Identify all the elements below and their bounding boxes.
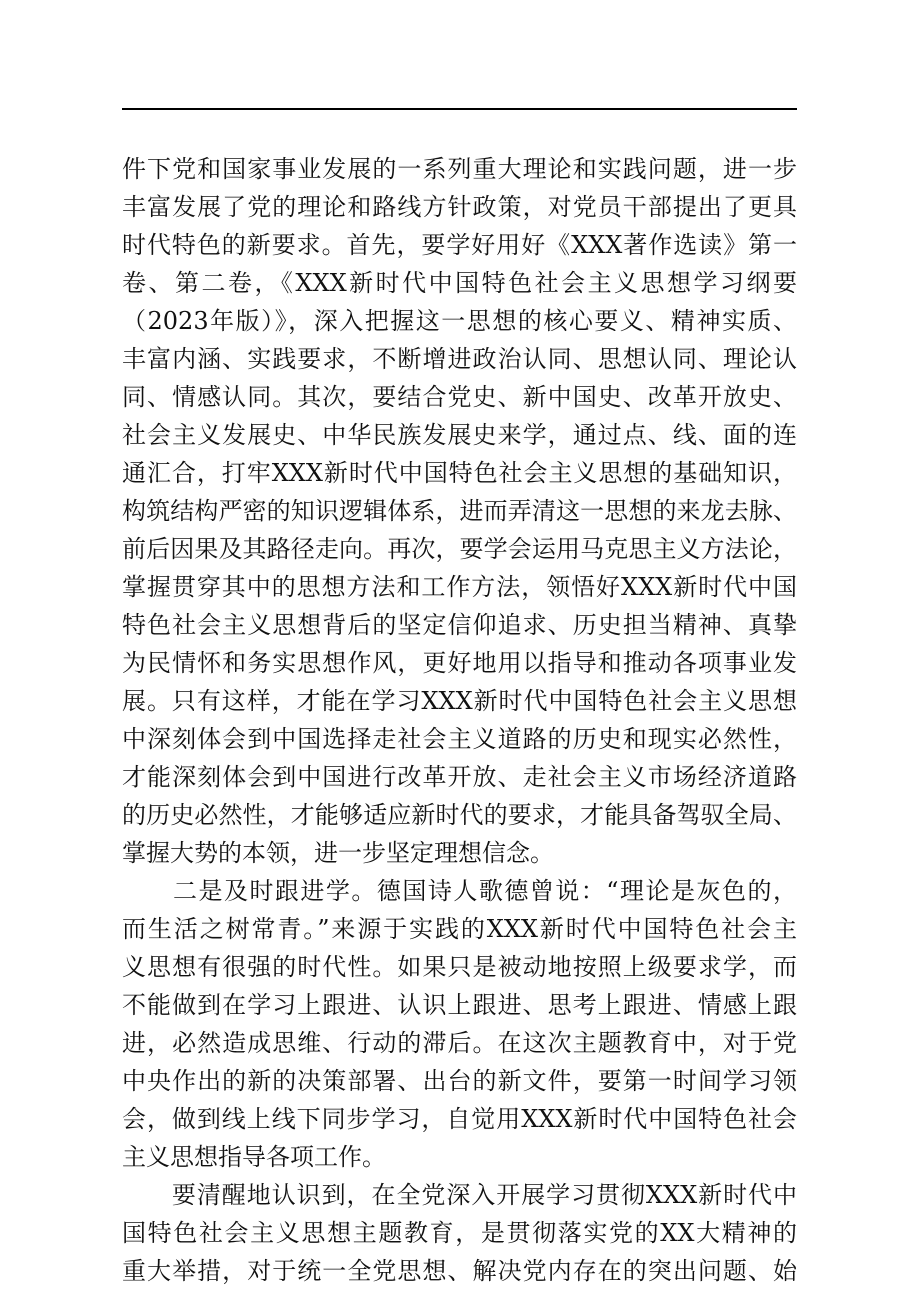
text-line: 主义思想指导各项工作。 [122,1143,386,1171]
text-line: 的历史必然性，才能够适应新时代的要求，才能具备驾驭全局、 [122,801,797,829]
text-line: 中央作出的新的决策部署、出台的新文件，要第一时间学习领 [122,1067,797,1095]
text-line: 展。只有这样，才能在学习XXX新时代中国特色社会主义思想 [122,687,797,715]
text-line: 不能做到在学习上跟进、认识上跟进、思考上跟进、情感上跟 [122,991,797,1019]
text-line: 而生活之树常青。”来源于实践的XXX新时代中国特色社会主 [122,915,797,943]
document-body [122,150,797,1290]
text-line: 社会主义发展史、中华民族发展史来学，通过点、线、面的连 [122,421,797,449]
text-line: 同、情感认同。其次，要结合党史、新中国史、改革开放史、 [122,383,797,411]
text-line: 掌握贯穿其中的思想方法和工作方法，领悟好XXX新时代中国 [122,573,797,601]
paragraph [122,1176,797,1290]
text-line: 重大举措，对于统一全党思想、解决党内存在的突出问题、始 [122,1257,797,1285]
text-line: 前后因果及其路径走向。再次，要学会运用马克思主义方法论， [122,535,797,563]
text-line: 进，必然造成思维、行动的滞后。在这次主题教育中，对于党 [122,1029,797,1057]
text-line: （2023年版）》，深入把握这一思想的核心要义、精神实质、 [122,307,797,335]
paragraph [122,150,797,872]
text-line: 掌握大势的本领，进一步坚定理想信念。 [122,839,554,867]
text-line: 卷、第二卷，《XXX新时代中国特色社会主义思想学习纲要 [122,269,797,297]
text-line: 会，做到线上线下同步学习，自觉用XXX新时代中国特色社会 [122,1105,797,1133]
text-line: 要清醒地认识到，在全党深入开展学习贯彻XXX新时代中 [122,1181,797,1209]
text-line: 丰富发展了党的理论和路线方针政策，对党员干部提出了更具 [122,193,797,221]
text-line: 时代特色的新要求。首先，要学好用好《XXX著作选读》第一 [122,231,797,259]
text-line: 才能深刻体会到中国进行改革开放、走社会主义市场经济道路 [122,763,797,791]
text-line: 丰富内涵、实践要求，不断增进政治认同、思想认同、理论认 [122,345,797,373]
paragraph [122,872,797,1176]
text-line: 义思想有很强的时代性。如果只是被动地按照上级要求学，而 [122,953,797,981]
text-line: 二是及时跟进学。德国诗人歌德曾说：“理论是灰色的， [122,877,797,905]
text-line: 中深刻体会到中国选择走社会主义道路的历史和现实必然性， [122,725,797,753]
text-line: 特色社会主义思想背后的坚定信仰追求、历史担当精神、真挚 [122,611,797,639]
text-line: 件下党和国家事业发展的一系列重大理论和实践问题，进一步 [122,155,797,183]
text-line: 国特色社会主义思想主题教育，是贯彻落实党的XX大精神的 [122,1219,797,1247]
text-line: 通汇合，打牢XXX新时代中国特色社会主义思想的基础知识， [122,459,797,487]
text-line: 为民情怀和务实思想作风，更好地用以指导和推动各项事业发 [122,649,797,677]
text-line: 构筑结构严密的知识逻辑体系，进而弄清这一思想的来龙去脉、 [122,497,797,525]
header-rule [122,108,797,110]
